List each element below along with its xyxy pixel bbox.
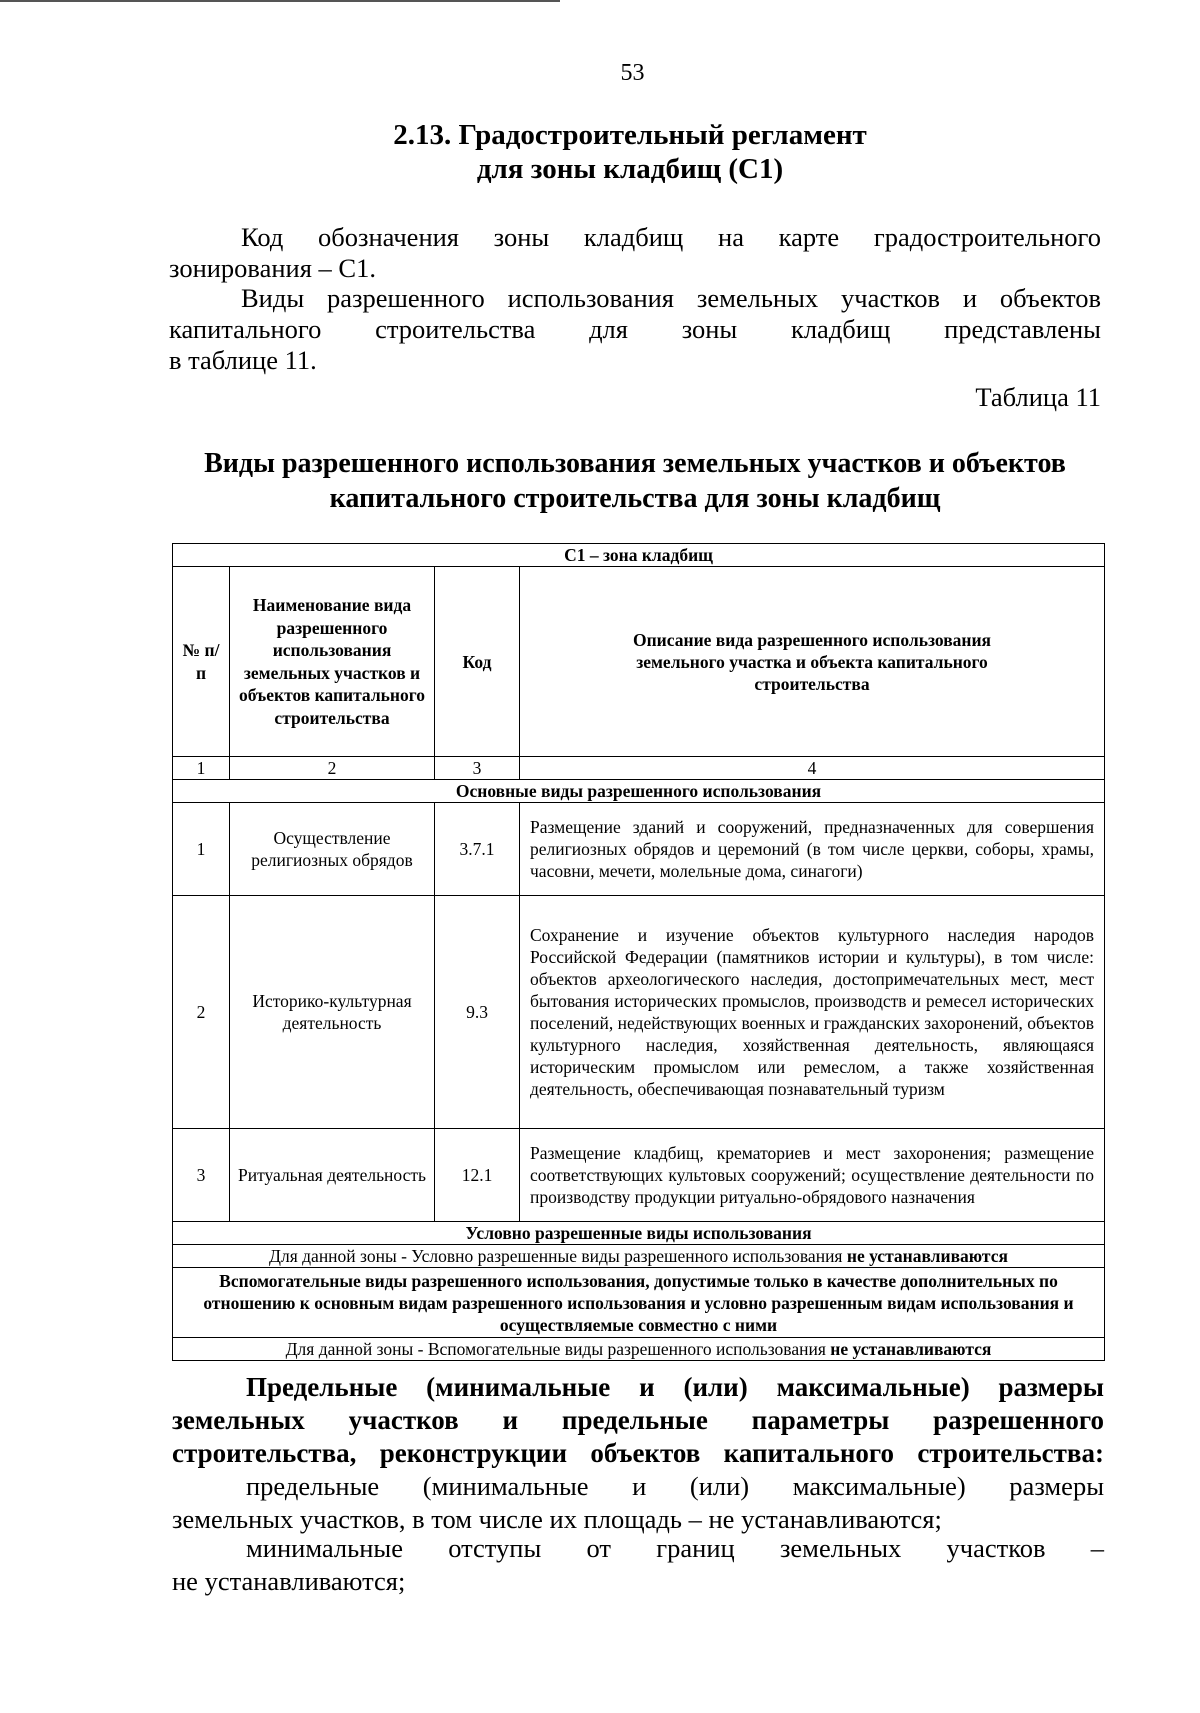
column-number: 4 [520, 757, 1105, 780]
auxiliary-section-row [173, 1268, 1105, 1338]
row-name: Ритуальная деятельность [230, 1129, 435, 1222]
table-label: Таблица 11 [975, 382, 1101, 412]
limits-heading-line2: земельных участков и предельные параметры разрешенного [172, 1405, 1104, 1435]
limits-item-setbacks [172, 1532, 1104, 1598]
row-code: 3.7.1 [435, 803, 520, 896]
conditional-note-row [173, 1245, 1105, 1268]
auxiliary-note-emphasis: не устанавливаются [830, 1339, 992, 1359]
table-caption-line2: капитального строительства для зоны кладбищ [329, 483, 941, 514]
auxiliary-note-text: Для данной зоны - Вспомогательные виды разрешенного использования [285, 1339, 826, 1359]
page-number: 53 [620, 60, 645, 86]
row-description: Сохранение и изучение объектов культурного наследия народов Российской Федерации (памятников истории и культуры), в том числе: объектов археологического наследия, достопримечательных мест, мест бытования исторических промыслов, производств и ремесел исторических поселений, недействующих военных и гражданских захоронений, объектов культурного наследия, хозяйственная деятельность, являющаяся историческим промыслом или ремеслом, а также хозяйственная деятельность, обеспечивающая познавательный туризм [520, 896, 1105, 1129]
conditional-note-emphasis: не устанавливаются [846, 1246, 1008, 1266]
main-section-header: Основные виды разрешенного использования [173, 780, 1105, 803]
auxiliary-note [173, 1338, 1105, 1361]
table-caption-line1: Виды разрешенного использования земельных участков и объектов [204, 448, 1066, 479]
plot-size-line1: предельные (минимальные и (или) максимальные) размеры [246, 1471, 1104, 1501]
setbacks-line1: минимальные отступы от границ земельных участков – [246, 1533, 1104, 1563]
row-description: Размещение зданий и сооружений, предназначенных для совершения религиозных обрядов и церемоний (в том числе церкви, соборы, храмы, часовни, мечети, молельные дома, синагоги) [520, 803, 1105, 896]
usage-types-paragraph [169, 283, 1101, 376]
limits-heading [172, 1371, 1104, 1470]
usage-types-line2: капитального строительства для зоны кладбищ представлены [169, 314, 1101, 344]
row-num: 1 [173, 803, 230, 896]
row-num: 2 [173, 896, 230, 1129]
table-caption [169, 446, 1101, 516]
plot-size-line2: земельных участков, в том числе их площадь – не устанавливаются; [172, 1504, 942, 1534]
header-description: Описание вида разрешенного использования земельного участка и объекта капитального строительства [520, 567, 1105, 757]
conditional-note [173, 1245, 1105, 1268]
row-name: Осуществление религиозных обрядов [230, 803, 435, 896]
row-num: 3 [173, 1129, 230, 1222]
zone-code-paragraph [169, 222, 1101, 284]
limits-item-plot-size [172, 1470, 1104, 1536]
table-row [173, 1129, 1105, 1222]
row-code: 12.1 [435, 1129, 520, 1222]
header-code: Код [435, 567, 520, 757]
zone-header-row [173, 544, 1105, 567]
land-use-table [172, 543, 1105, 1361]
usage-types-line1: Виды разрешенного использования земельных участков и объектов [241, 283, 1101, 313]
usage-types-line3: в таблице 11. [169, 345, 317, 375]
scan-top-edge [0, 0, 560, 2]
column-header-row [173, 567, 1105, 757]
section-title-line2: для зоны кладбищ (С1) [476, 153, 784, 185]
main-section-row [173, 780, 1105, 803]
zone-code-line1: Код обозначения зоны кладбищ на карте градостроительного [241, 222, 1101, 252]
column-number: 3 [435, 757, 520, 780]
table-row [173, 896, 1105, 1129]
row-description: Размещение кладбищ, крематориев и мест захоронения; размещение соответствующих культовых сооружений; осуществление деятельности по производству продукции ритуально-обрядового назначения [520, 1129, 1105, 1222]
conditional-section-header: Условно разрешенные виды использования [173, 1222, 1105, 1245]
conditional-note-text: Для данной зоны - Условно разрешенные виды разрешенного использования [269, 1246, 843, 1266]
row-code: 9.3 [435, 896, 520, 1129]
limits-heading-line1: Предельные (минимальные и (или) максимальные) размеры [246, 1372, 1104, 1402]
header-name: Наименование вида разрешенного использования земельных участков и объектов капитального строительства [230, 567, 435, 757]
zone-code-line2: зонирования – С1. [169, 253, 376, 283]
conditional-section-row [173, 1222, 1105, 1245]
column-number: 2 [230, 757, 435, 780]
section-title-line1: 2.13. Градостроительный регламент [393, 119, 867, 151]
row-name: Историко-культурная деятельность [230, 896, 435, 1129]
header-num: № п/п [173, 567, 230, 757]
setbacks-line2: не устанавливаются; [172, 1566, 406, 1596]
auxiliary-section-header: Вспомогательные виды разрешенного использования, допустимые только в качестве дополнительных по отношению к основным видам разрешенного использования и условно разрешенным видам использования и осуществляемые совместно с ними [173, 1268, 1105, 1338]
column-number-row [173, 757, 1105, 780]
table-row [173, 803, 1105, 896]
section-title [0, 118, 1200, 186]
limits-heading-line3: строительства, реконструкции объектов капитального строительства: [172, 1438, 1104, 1468]
zone-header: С1 – зона кладбищ [173, 544, 1105, 567]
column-number: 1 [173, 757, 230, 780]
auxiliary-note-row [173, 1338, 1105, 1361]
